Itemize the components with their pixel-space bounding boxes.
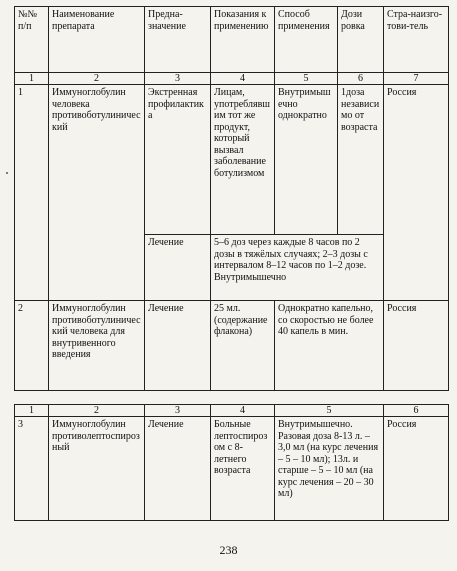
row3-num: 3 [15,417,49,521]
row1-method: Внутримышечно однократно [275,85,338,235]
table2-column-numbers [15,405,449,417]
colnum: 3 [145,405,211,417]
row1-dose: 1доза независимо от возраста [338,85,384,235]
colnum: 6 [384,405,449,417]
table1-column-numbers [15,73,449,85]
row3-name: Иммуноглобулин противолептоспирозный [49,417,145,521]
header-name: Наименование препарата [49,7,145,73]
row1-purpose-treatment: Лечение [145,235,211,301]
row2-indication: 25 мл. (содержание флакона) [211,301,275,391]
colnum: 1 [15,73,49,85]
header-dose: Дози ровка [338,7,384,73]
row2-num: 2 [15,301,49,391]
row2-country: Россия [384,301,449,391]
colnum: 2 [49,73,145,85]
colnum: 7 [384,73,449,85]
row1-indication: Лицам, употреблявшим тот же продукт, который вызвал заболевание ботулизмом [211,85,275,235]
row3-indication: Больные лептоспирозом с 8-летнего возраста [211,417,275,521]
table-row [15,85,449,235]
colnum: 4 [211,405,275,417]
row3-method: Внутримышечно. Разовая доза 8-13 л. – 3,0 мл (на курс лечения – 5 – 10 мл); 13л. и старше – 5 – 10 мл (на курс лечения – 20 – 30 мл) [275,417,384,521]
row1-purpose-prophylaxis: Экстренная профилактика [145,85,211,235]
row1-treatment-text: 5–6 доз через каждые 8 часов по 2 дозы в тяжёлых случаях; 2–3 дозы с интервалом 8–12 часов по 1–2 дозе. Внутримышечно [211,235,384,301]
preparations-table-2 [14,404,449,521]
page-number: 238 [219,543,238,557]
row1-name: Иммуноглобулин человека противоботулинический [49,85,145,301]
colnum: 6 [338,73,384,85]
colnum: 2 [49,405,145,417]
row3-country: Россия [384,417,449,521]
colnum: 4 [211,73,275,85]
preparations-table-1 [14,6,449,391]
row1-country: Россия [384,85,449,301]
header-num: №№ п/п [15,7,49,73]
row1-num: 1 [15,85,49,301]
colnum: 1 [15,405,49,417]
colnum: 3 [145,73,211,85]
table-row [15,301,449,391]
row2-name: Иммуноглобулин противоботулинический человека для внутривенного введения [49,301,145,391]
header-purpose: Предна-значение [145,7,211,73]
row2-purpose: Лечение [145,301,211,391]
table-row [15,417,449,521]
header-country: Стра-наизго-тови-тель [384,7,449,73]
row2-method: Однократно капельно, со скоростью не более 40 капель в мин. [275,301,384,391]
header-method: Способ применения [275,7,338,73]
scan-speck [6,172,8,174]
row3-purpose: Лечение [145,417,211,521]
table1-header-row [15,7,449,73]
colnum: 5 [275,405,384,417]
header-indication: Показания к применению [211,7,275,73]
colnum: 5 [275,73,338,85]
